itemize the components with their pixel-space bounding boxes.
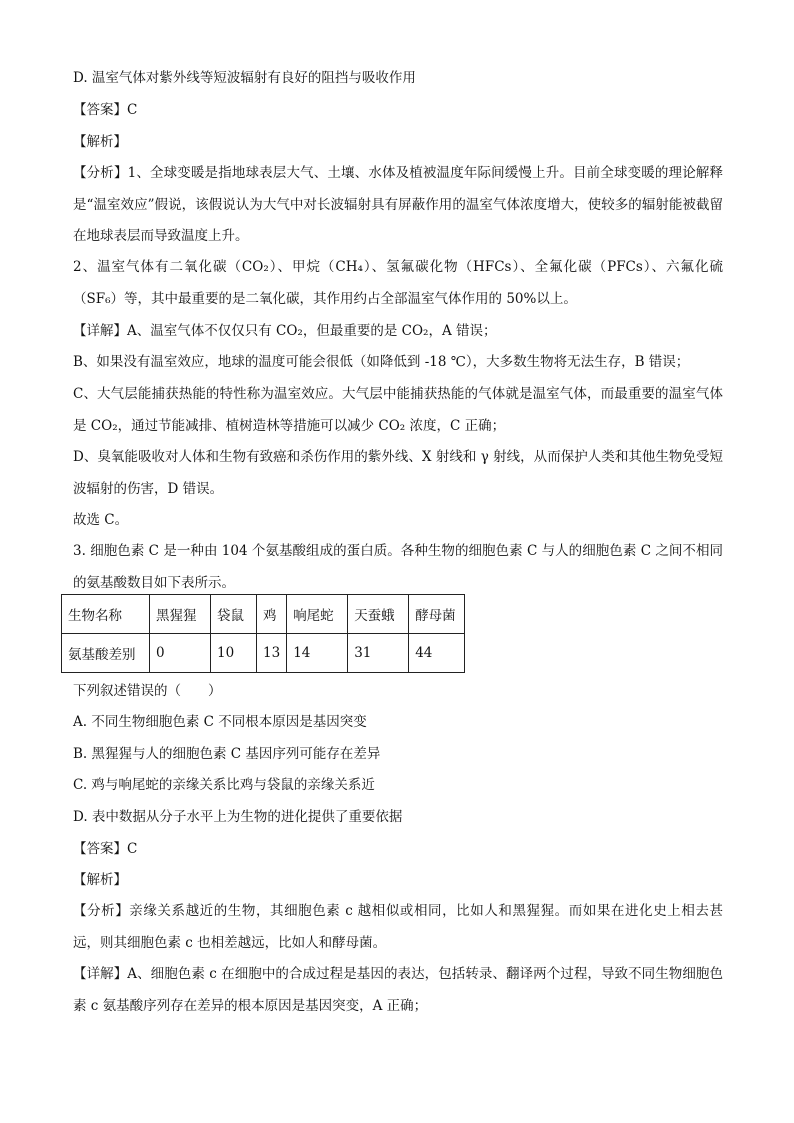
table-cell: 黑猩猩 [150, 595, 211, 634]
option-a: A. 不同生物细胞色素 C 不同根本原因是基因突变 [73, 714, 367, 730]
table-cell: 袋鼠 [211, 595, 257, 634]
table-cell: 44 [409, 634, 465, 673]
amino-acid-table [61, 594, 465, 673]
answer-q3: 【答案】C [73, 841, 138, 857]
detail-d-prev: D、臭氧能吸收对人体和生物有致癌和杀伤作用的紫外线、X 射线和 γ 射线，从而保护人类和其他生物免受短波辐射的伤害，D 错误。 [73, 449, 723, 497]
table-cell: 天蚕蛾 [348, 595, 409, 634]
table-header-row [62, 595, 465, 634]
table-cell: 14 [287, 634, 348, 673]
table-cell: 氨基酸差别 [62, 634, 150, 673]
table-cell: 生物名称 [62, 595, 150, 634]
table-cell: 13 [257, 634, 287, 673]
table-cell: 0 [150, 634, 211, 673]
detail-a-q3: 【详解】A、细胞色素 c 在细胞中的合成过程是基因的表达，包括转录、翻译两个过程，导致不同生物细胞色素 c 氨基酸序列存在差异的根本原因是基因突变，A 正确； [73, 966, 723, 1014]
option-c: C. 鸡与响尾蛇的亲缘关系比鸡与袋鼠的亲缘关系近 [73, 777, 375, 793]
question-3-prompt: 下列叙述错误的（ ） [73, 683, 222, 699]
table-cell: 鸡 [257, 595, 287, 634]
detail-c-prev: C、大气层能捕获热能的特性称为温室效应。大气层中能捕获热能的气体就是温室气体，而最重要的温室气体是 CO₂，通过节能减排、植树造林等措施可以减少 CO₂ 浓度，C 正确； [73, 386, 723, 434]
table-cell: 10 [211, 634, 257, 673]
table-row [62, 634, 465, 673]
analysis-fenxi-q3: 【分析】亲缘关系越近的生物，其细胞色素 c 越相似或相同，比如人和黑猩猩。而如果在进化史上相去甚远，则其细胞色素 c 也相差越远，比如人和酵母菌。 [73, 903, 723, 951]
table-cell: 酵母菌 [409, 595, 465, 634]
option-b: B. 黑猩猩与人的细胞色素 C 基因序列可能存在差异 [73, 746, 381, 762]
table-cell: 31 [348, 634, 409, 673]
option-d-prev: D. 温室气体对紫外线等短波辐射有良好的阻挡与吸收作用 [73, 70, 416, 86]
detail-b-prev: B、如果没有温室效应，地球的温度可能会很低（如降低到 -18 ℃），大多数生物将无法生存，B 错误； [73, 354, 690, 370]
conclusion-prev: 故选 C。 [73, 512, 129, 528]
answer-prev: 【答案】C [73, 102, 138, 118]
analysis-head-prev: 【解析】 [73, 134, 127, 150]
analysis-head-q3: 【解析】 [73, 872, 127, 888]
table-cell: 响尾蛇 [287, 595, 348, 634]
option-d: D. 表中数据从分子水平上为生物的进化提供了重要依据 [73, 809, 403, 825]
question-3-stem: 3. 细胞色素 C 是一种由 104 个氨基酸组成的蛋白质。各种生物的细胞色素 C 与人的细胞色素 C 之间不相同的氨基酸数目如下表所示。 [73, 543, 723, 591]
detail-a-prev: 【详解】A、温室气体不仅仅只有 CO₂，但最重要的是 CO₂，A 错误； [73, 323, 497, 339]
analysis-fenxi-prev: 【分析】1、全球变暖是指地球表层大气、土壤、水体及植被温度年际间缓慢上升。目前全球变暖的理论解释是“温室效应”假说，该假说认为大气中对长波辐射具有屏蔽作用的温室气体浓度增大，使较多的辐射能被截留在地球表层而导致温度上升。 [73, 165, 723, 245]
analysis-fenxi2-prev: 2、温室气体有二氧化碳（CO₂）、甲烷（CH₄）、氢氟碳化物（HFCs）、全氟化碳（PFCs）、六氟化硫（SF₆）等，其中最重要的是二氧化碳，其作用约占全部温室气体作用的 50%以上。 [73, 259, 723, 307]
